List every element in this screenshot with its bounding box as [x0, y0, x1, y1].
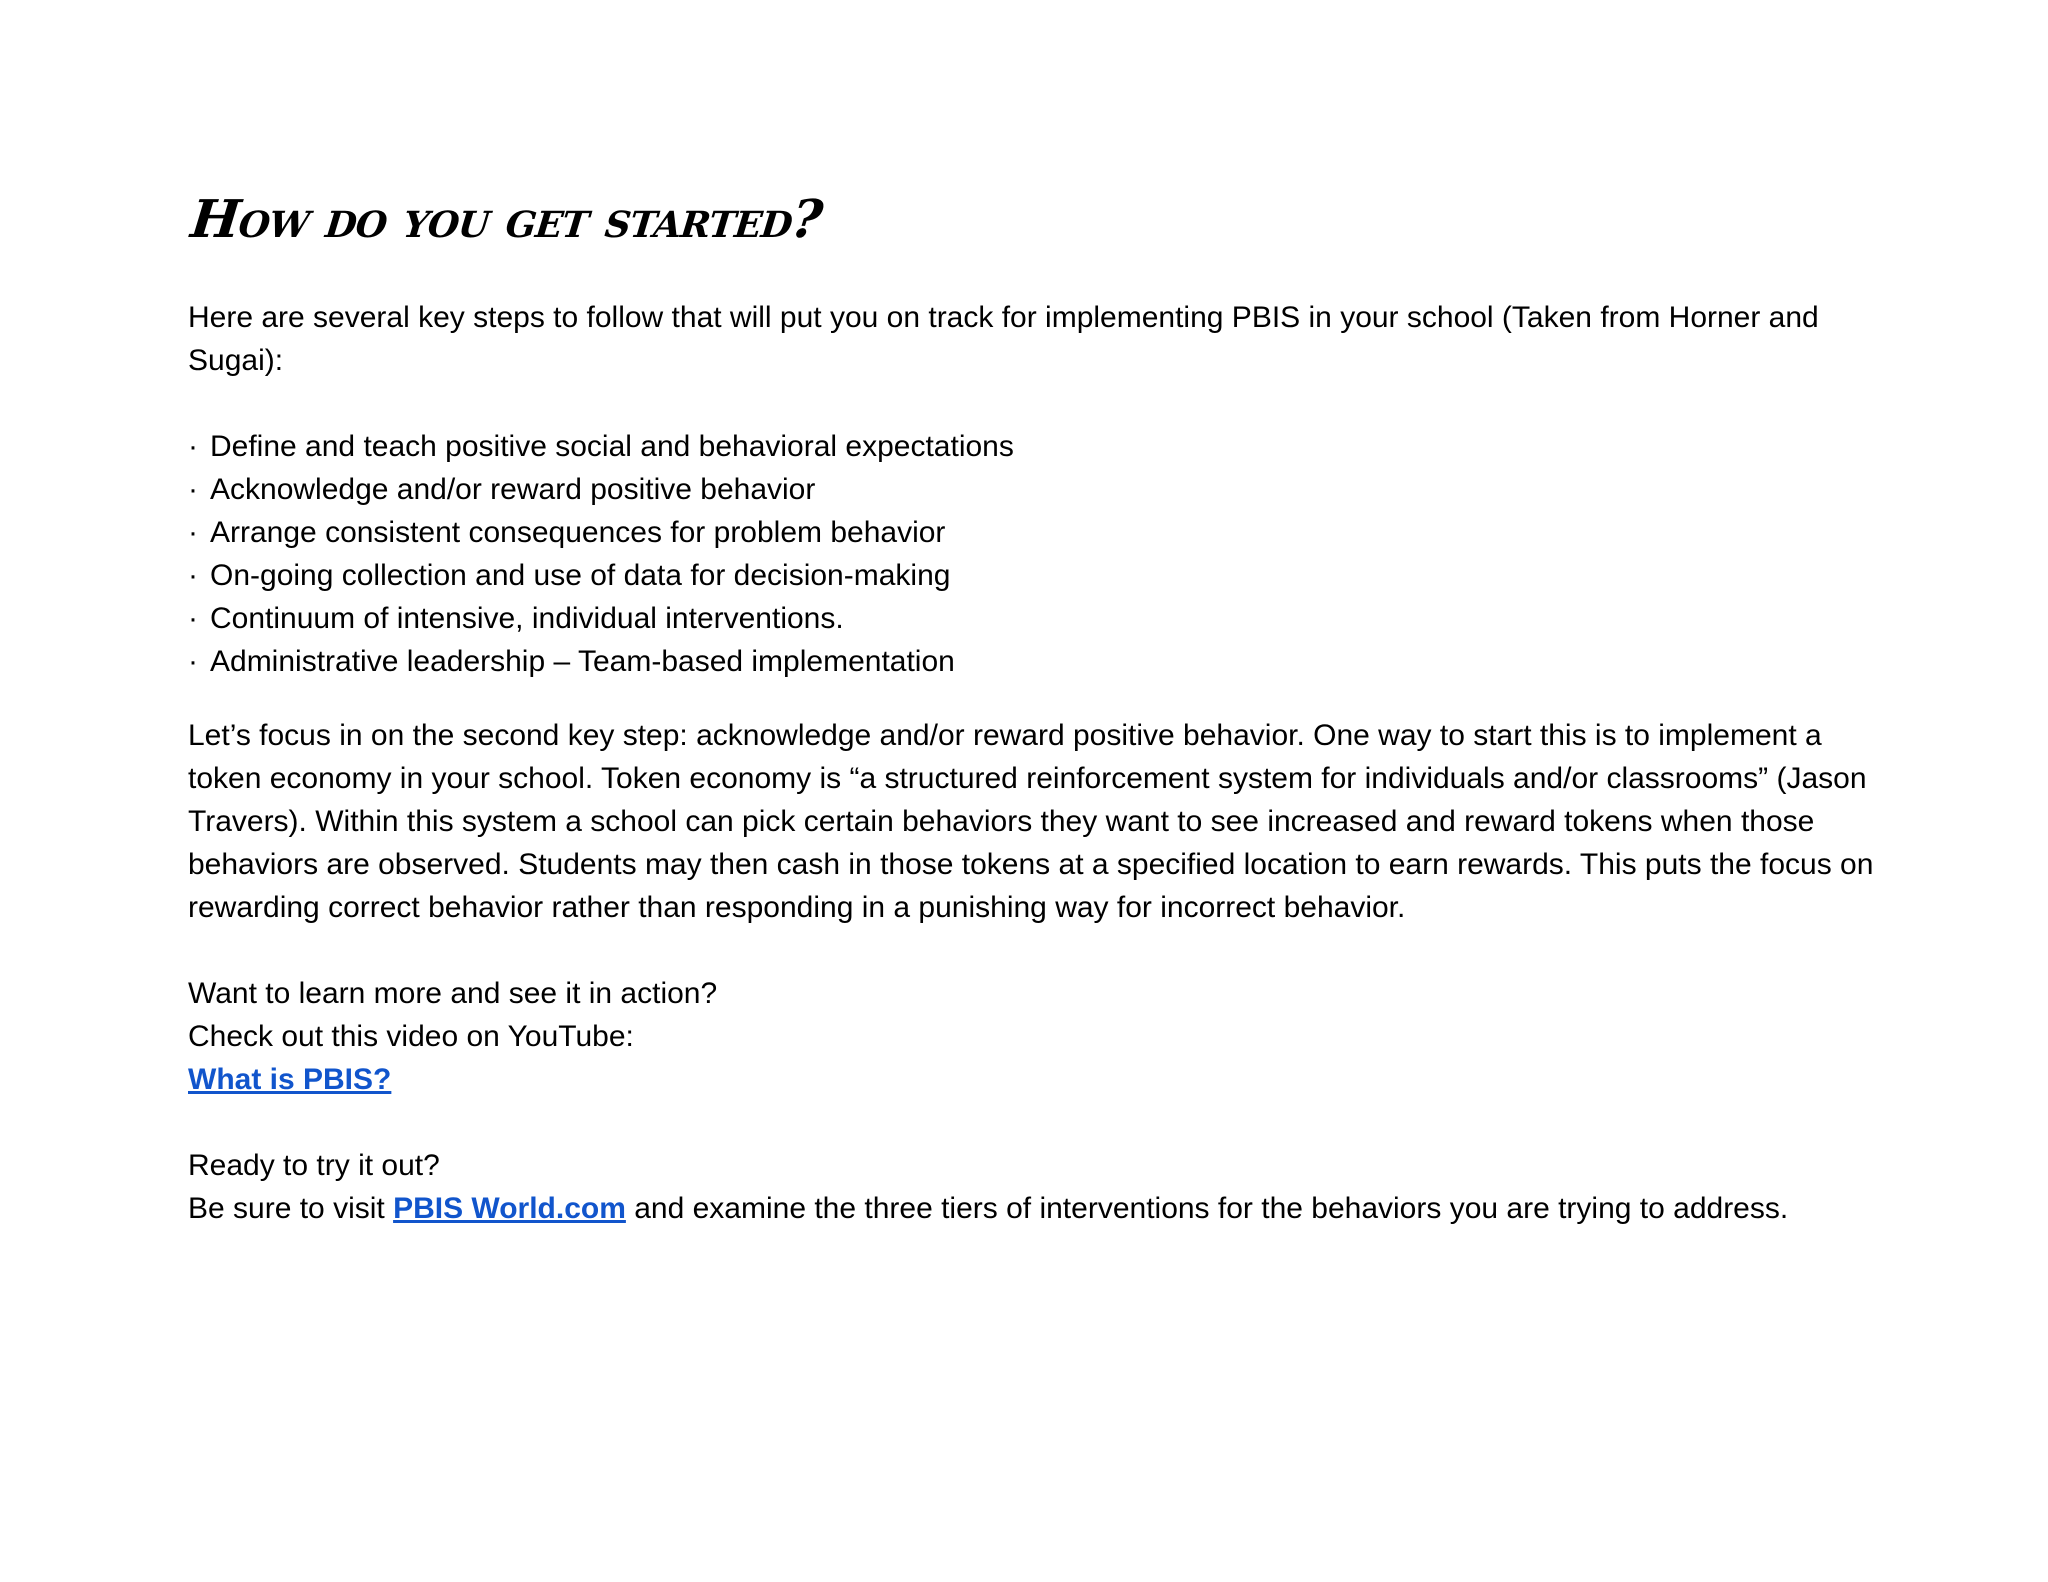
list-item-text: Administrative leadership – Team-based implementation: [210, 645, 955, 678]
list-item: [188, 468, 1888, 511]
spacer: [188, 382, 1888, 425]
document-page: [188, 190, 1888, 1230]
ready-line: Ready to try it out?: [188, 1149, 440, 1182]
list-item-text: On-going collection and use of data for decision-making: [210, 559, 951, 592]
bullet-icon: ·: [188, 430, 198, 463]
key-steps-list: [188, 425, 1888, 683]
bullet-icon: ·: [188, 559, 198, 592]
list-item-text: Acknowledge and/or reward positive behavior: [210, 473, 816, 506]
visit-text-after: and examine the three tiers of interventions for the behaviors you are trying to address.: [625, 1192, 1789, 1225]
learn-more-line: Want to learn more and see it in action?: [188, 977, 718, 1010]
bullet-icon: ·: [188, 516, 198, 549]
list-item-text: Continuum of intensive, individual interventions.: [210, 602, 844, 635]
youtube-line: Check out this video on YouTube:: [188, 1020, 634, 1053]
list-item: [188, 511, 1888, 554]
what-is-pbis-link[interactable]: What is PBIS?: [188, 1063, 392, 1096]
focus-paragraph: Let’s focus in on the second key step: acknowledge and/or reward positive behavior. One way to start this is to implement a token economy in your school. Token economy is “a structured reinforcement system for individuals and/or classrooms” (Jason Travers). Within this system a school can pick certain behaviors they want to see increased and reward tokens when those behaviors are observed. Students may then cash in those tokens at a specified location to earn rewards. This puts the focus on rewarding correct behavior rather than responding in a punishing way for incorrect behavior.: [188, 719, 1874, 924]
list-item: [188, 425, 1888, 468]
intro-paragraph: Here are several key steps to follow that will put you on track for implementing PBIS in your school (Taken from Horner and Sugai):: [188, 301, 1819, 377]
list-item-text: Define and teach positive social and behavioral expectations: [210, 430, 1014, 463]
bullet-icon: ·: [188, 602, 198, 635]
video-link-line: [188, 1058, 1888, 1101]
visit-text-before: Be sure to visit: [188, 1192, 394, 1225]
visit-paragraph: [188, 1187, 1888, 1230]
list-item: [188, 597, 1888, 640]
list-item: [188, 554, 1888, 597]
bullet-icon: ·: [188, 473, 198, 506]
list-item: [188, 640, 1888, 683]
spacer: [188, 1101, 1888, 1144]
list-item-text: Arrange consistent consequences for problem behavior: [210, 516, 946, 549]
bullet-icon: ·: [188, 645, 198, 678]
pbis-world-link[interactable]: PBIS World.com: [393, 1192, 626, 1225]
page-title: How do you get started?: [188, 189, 825, 250]
spacer: [188, 683, 1888, 714]
spacer: [188, 929, 1888, 972]
